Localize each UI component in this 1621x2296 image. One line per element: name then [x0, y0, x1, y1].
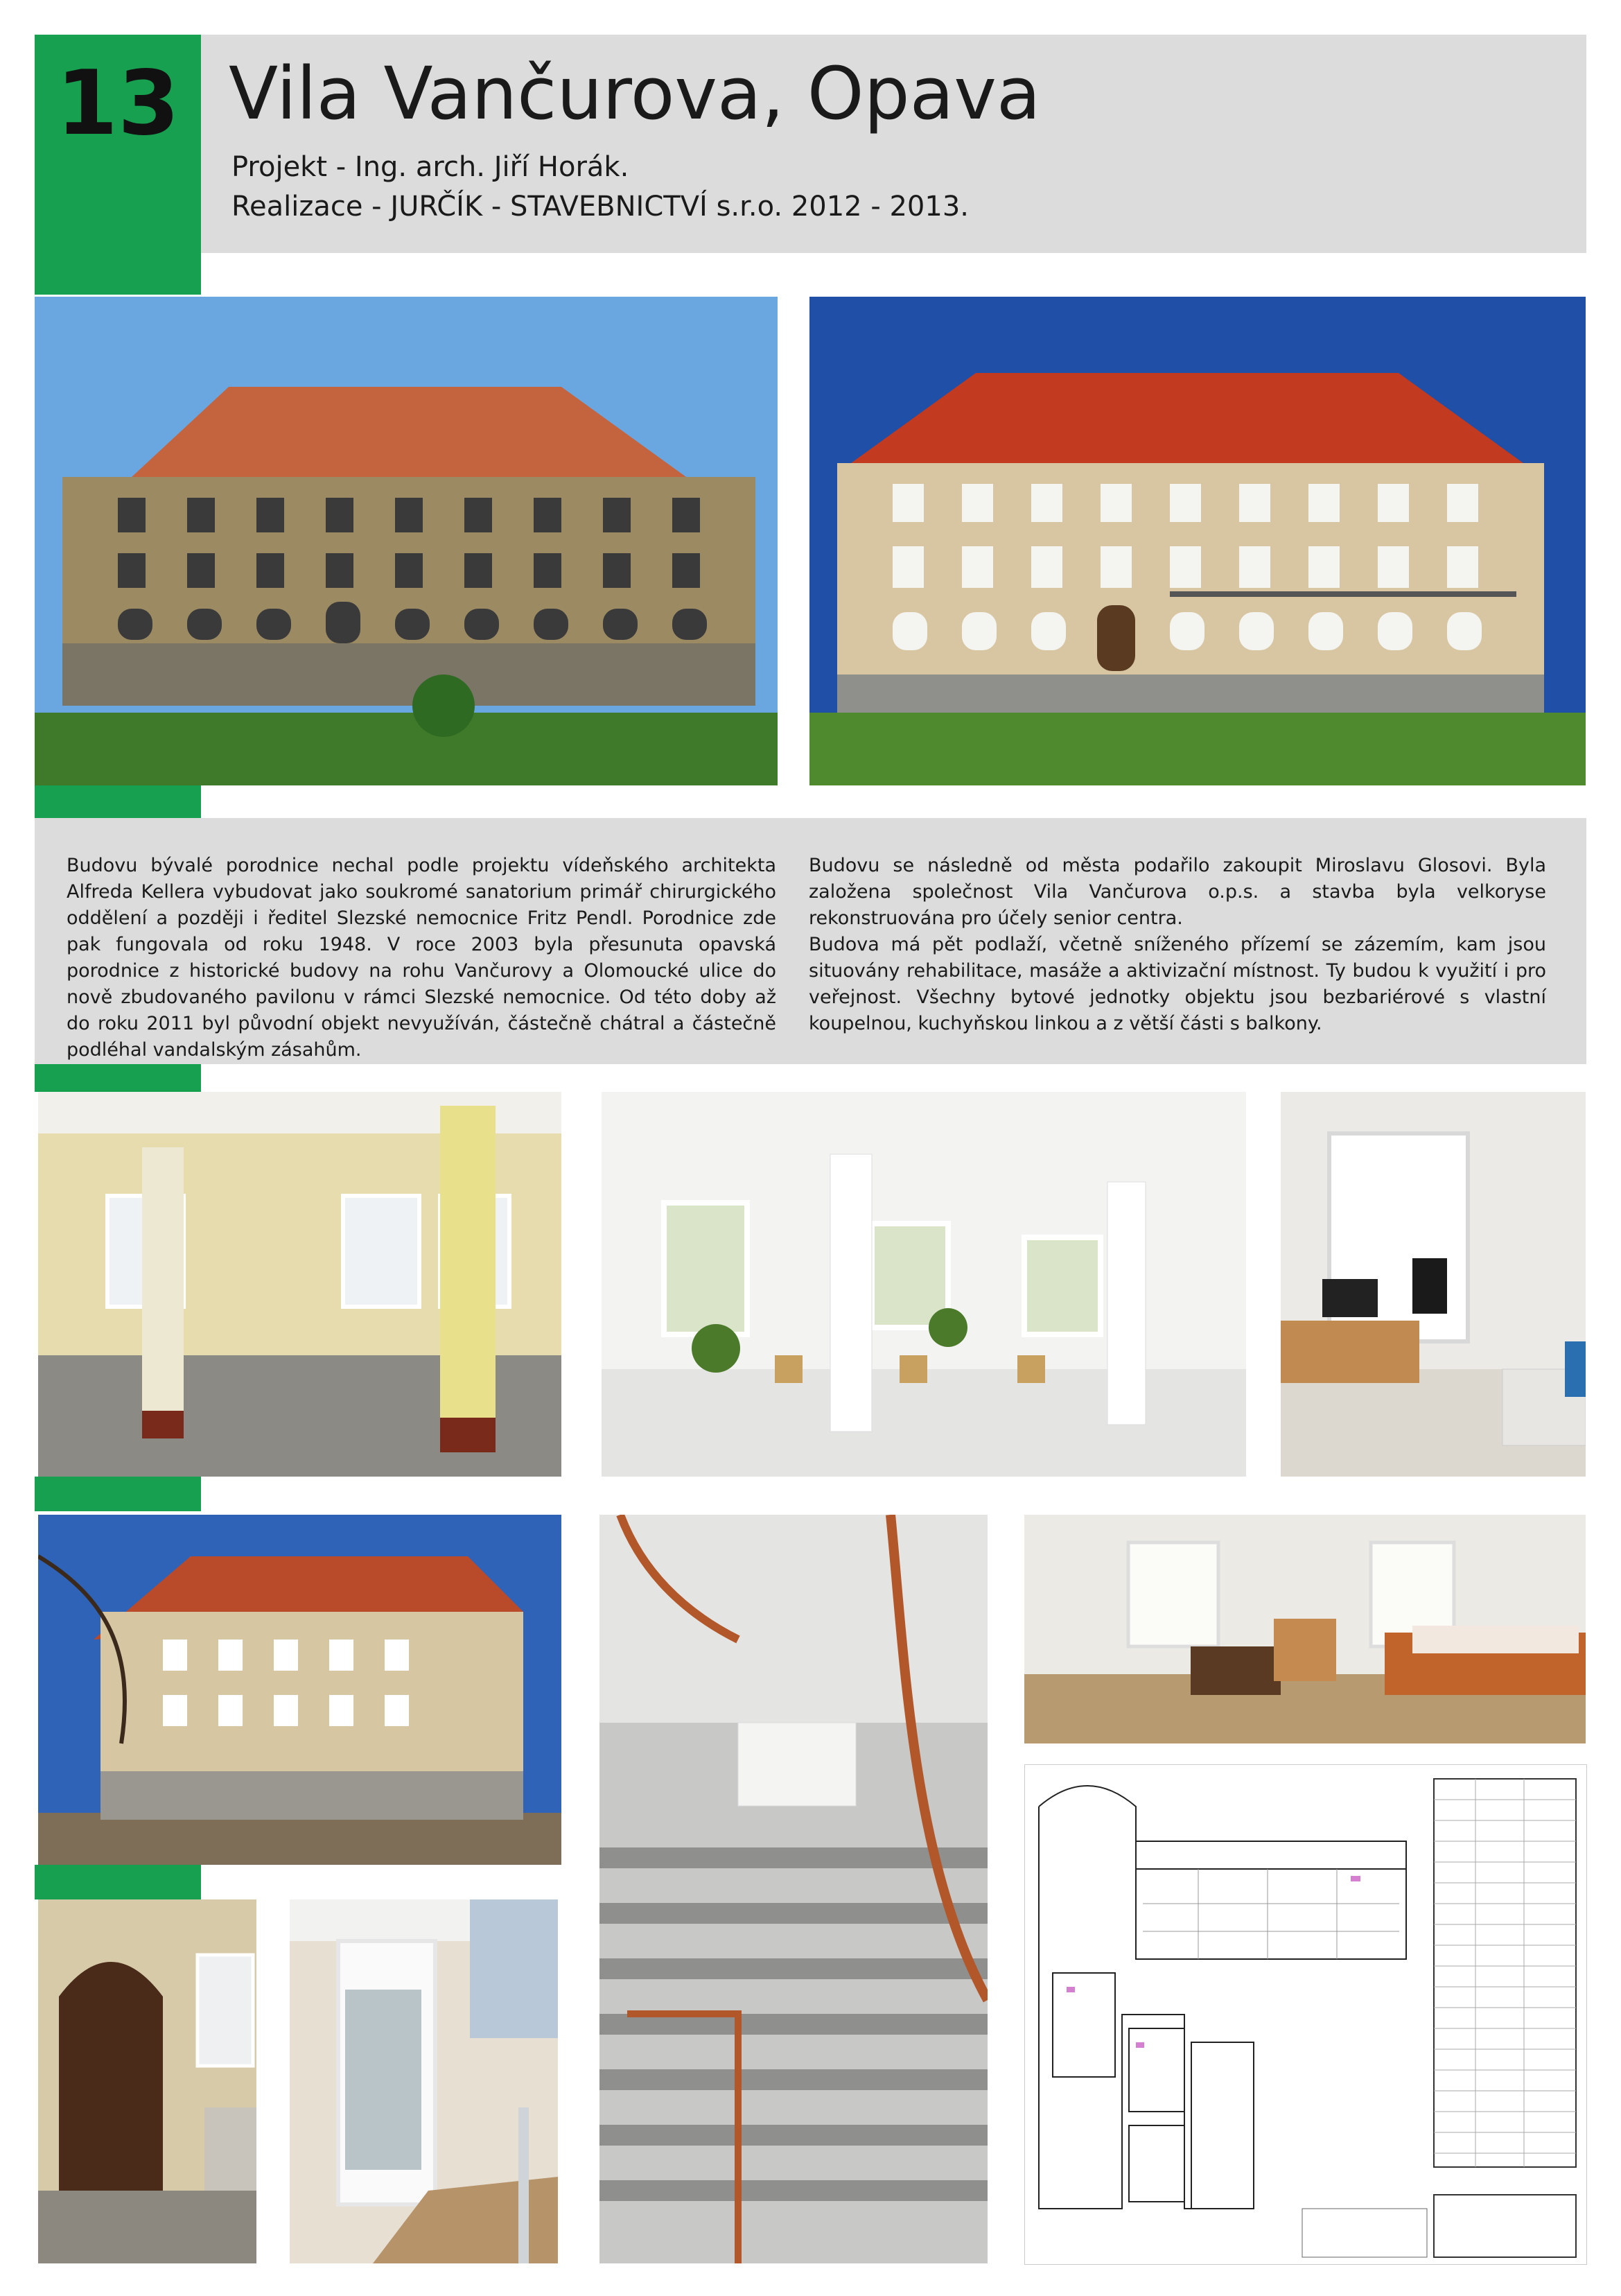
realization-line: Realizace - JURČÍK - STAVEBNICTVÍ s.r.o. 2012 - 2013. — [231, 191, 969, 223]
section-number-box — [35, 35, 201, 295]
photo-balcony-terrace — [290, 1899, 558, 2263]
photo-entrance-door — [38, 1899, 256, 2263]
reconstruction-text-2: Budova má pět podlaží, včetně sníženého přízemí se zázemím, kam jsou situovány rehabilitace, masáže a aktivizační místnost. Ty budou k využití i pro veřejnost. Všechny bytové jednotky objektu jsou bezbariérové s vlastní koupelnou, kuchyňskou linkou a z větší části s balkony. — [809, 934, 1546, 1034]
description-panel — [35, 818, 1586, 1064]
photo-building-corner — [38, 1515, 561, 1865]
reconstruction-text-1: Budovu se následně od města podařilo zakoupit Miroslavu Glosovi. Byla založena společnost Vila Vančurova o.p.s. a stavba byla velkoryse rekonstruována pro účely senior centra. — [809, 855, 1546, 929]
section-number: 13 — [55, 52, 180, 155]
green-accent-bar — [35, 1865, 201, 1899]
page-title: Vila Vančurova, Opava — [229, 51, 1041, 136]
project-line: Projekt - Ing. arch. Jiří Horák. — [231, 151, 629, 183]
photo-building-before — [35, 297, 778, 785]
photo-resident-room — [1024, 1515, 1586, 1743]
green-accent-bar — [35, 1477, 201, 1511]
photo-interior-before — [38, 1092, 561, 1477]
history-text: Budovu bývalé porodnice nechal podle projektu vídeňského architekta Alfreda Kellera vybudovat jako soukromé sanatorium primář chirurgického oddělení a později i ředitel Slezské nemocnice Fritz Pendl. Porodnice zde pak fungovala od roku 1948. V roce 2003 byla přesunuta opavská porodnice z historické budovy na rohu Vančurovy a Olomoucké ulice do nově zbudovaného pavilonu v rámci Slezské nemocnice. Od této doby až do roku 2011 byl původní objekt nevyužíván, částečně chátral a částečně podléhal vandalským zásahům. — [67, 855, 776, 1061]
history-paragraph — [67, 853, 776, 1063]
green-accent-bar — [35, 1064, 201, 1092]
reconstruction-paragraph — [809, 853, 1546, 1037]
green-accent-bar — [35, 783, 201, 818]
floor-plan-drawing — [1024, 1764, 1587, 2265]
photo-building-after — [809, 297, 1586, 785]
photo-office-room — [1281, 1092, 1586, 1477]
header-panel — [201, 35, 1586, 253]
photo-interior-after-hall — [602, 1092, 1246, 1477]
photo-staircase — [599, 1515, 988, 2263]
